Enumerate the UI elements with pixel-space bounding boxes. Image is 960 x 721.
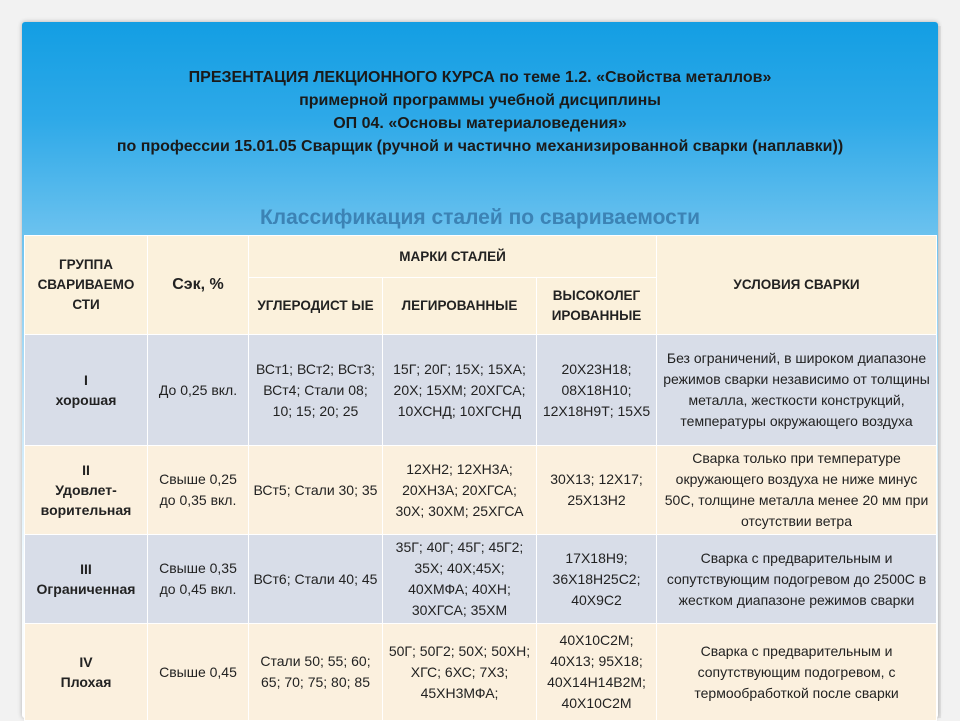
group-label-cont: ворительная <box>40 502 132 518</box>
group-label: хорошая <box>55 392 117 408</box>
ceq-cell: Свыше 0,45 <box>148 624 249 721</box>
alloyed-cell: 50Г; 50Г2; 50Х; 50ХН; ХГС; 6ХС; 7Х3; 45ХН3МФА; <box>383 624 537 721</box>
header-line-3: ОП 04. «Основы материаловедения» <box>333 115 627 132</box>
alloyed-cell: 35Г; 40Г; 45Г; 45Г2; 35Х; 40Х;45Х; 40ХМФА; 40ХН; 30ХГСА; 35ХМ <box>383 535 537 624</box>
header-line-2: примерной программы учебной дисциплины <box>299 92 661 109</box>
conditions-cell: Сварка с предварительным и сопутствующим подогревом, с термообработкой после сварки <box>657 624 937 721</box>
group-cell <box>25 446 148 535</box>
carbon-cell: ВСт1; ВСт2; ВСт3; ВСт4; Стали 08; 10; 15; 20; 25 <box>249 335 383 446</box>
conditions-cell: Сварка только при температуре окружающего воздуха не ниже минус 50С, толщине металла менее 20 мм при отсутствии ветра <box>657 446 937 535</box>
high-alloy-cell: 20Х23Н18; 08Х18Н10; 12Х18Н9Т; 15Х5 <box>537 335 657 446</box>
header-group: ГРУППА СВАРИВАЕМО СТИ <box>25 236 148 335</box>
header-carbon: УГЛЕРОДИСТ ЫЕ <box>249 278 383 335</box>
header-high-alloy: ВЫСОКОЛЕГ ИРОВАННЫЕ <box>537 278 657 335</box>
header-alloyed: ЛЕГИРОВАННЫЕ <box>383 278 537 335</box>
high-alloy-cell: 40Х10С2М; 40Х13; 95Х18; 40Х14Н14В2М; 40Х10С2М <box>537 624 657 721</box>
group-number: I <box>84 372 88 388</box>
alloyed-cell: 12ХН2; 12ХН3А; 20ХН3А; 20ХГСА; 30Х; 30ХМ; 25ХГСА <box>383 446 537 535</box>
high-alloy-cell: 17Х18Н9; 36Х18Н25С2; 40Х9С2 <box>537 535 657 624</box>
carbon-cell: ВСт5; Стали 30; 35 <box>249 446 383 535</box>
header-ceq: Сэк, % <box>148 236 249 335</box>
alloyed-cell: 15Г; 20Г; 15Х; 15ХА; 20Х; 15ХМ; 20ХГСА; 10ХСНД; 10ХГСНД <box>383 335 537 446</box>
ceq-cell: До 0,25 вкл. <box>148 335 249 446</box>
ceq-cell: Свыше 0,35 до 0,45 вкл. <box>148 535 249 624</box>
group-label: Ограниченная <box>36 581 136 597</box>
carbon-cell: Стали 50; 55; 60; 65; 70; 75; 80; 85 <box>249 624 383 721</box>
slide-shadow <box>938 26 941 718</box>
presentation-header <box>22 66 938 158</box>
high-alloy-cell: 30Х13; 12Х17; 25Х13Н2 <box>537 446 657 535</box>
table-row <box>25 624 937 721</box>
header-conditions: УСЛОВИЯ СВАРКИ <box>657 236 937 335</box>
group-cell <box>25 335 148 446</box>
conditions-cell: Без ограничений, в широком диапазоне режимов сварки независимо от толщины металла, жесткости конструкций, температуры окружающего воздуха <box>657 335 937 446</box>
ceq-cell: Свыше 0,25 до 0,35 вкл. <box>148 446 249 535</box>
conditions-cell: Сварка с предварительным и сопутствующим подогревом до 2500С в жестком диапазоне режимов сварки <box>657 535 937 624</box>
group-label: Плохая <box>60 674 112 690</box>
header-line-4: по профессии 15.01.05 Сварщик (ручной и частично механизированной сварки (наплавки)) <box>116 138 844 155</box>
carbon-cell: ВСт6; Стали 40; 45 <box>249 535 383 624</box>
table-row <box>25 335 937 446</box>
weldability-table <box>24 235 937 721</box>
group-number: II <box>82 462 90 478</box>
header-line-1: ПРЕЗЕНТАЦИЯ ЛЕКЦИОННОГО КУРСА по теме 1.2. «Свойства металлов» <box>188 69 772 86</box>
table-row <box>25 446 937 535</box>
group-label: Удовлет- <box>55 482 117 498</box>
slide-subtitle: Классификация сталей по свариваемости <box>259 206 701 229</box>
group-cell <box>25 624 148 721</box>
group-number: IV <box>79 654 93 670</box>
header-steel-grades: МАРКИ СТАЛЕЙ <box>249 236 657 278</box>
group-cell <box>25 535 148 624</box>
group-number: III <box>80 561 92 577</box>
table-row <box>25 535 937 624</box>
